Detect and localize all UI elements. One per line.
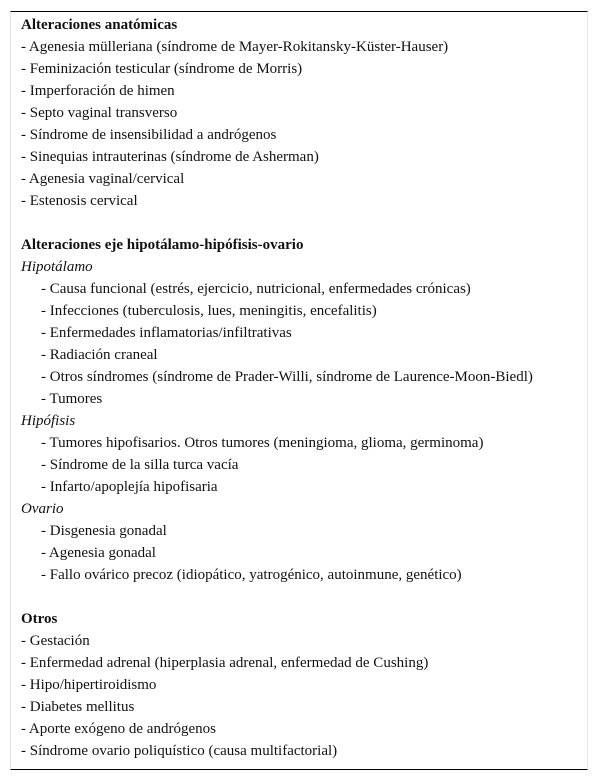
- causes-table: [10, 11, 588, 770]
- list-item: - Diabetes mellitus: [21, 699, 135, 715]
- list-item: - Radiación craneal: [41, 347, 158, 363]
- section-others: [21, 608, 587, 762]
- list-item: - Otros síndromes (síndrome de Prader-Willi, síndrome de Laurence-Moon-Biedl): [41, 369, 533, 385]
- list-item: - Sinequias intrauterinas (síndrome de Asherman): [21, 149, 319, 165]
- list-item: - Agenesia gonadal: [41, 545, 156, 561]
- section-heading: Alteraciones eje hipotálamo-hipófisis-ovario: [21, 237, 304, 253]
- list-item: - Disgenesia gonadal: [41, 523, 167, 539]
- group-ovary: [21, 498, 587, 586]
- section-anatomic: [21, 14, 587, 212]
- section-spacer: [21, 212, 587, 234]
- section-hpo-axis: [21, 234, 587, 586]
- list-item: - Hipo/hipertiroidismo: [21, 677, 157, 693]
- group-subheading: Ovario: [21, 501, 64, 517]
- list-item: - Agenesia mülleriana (síndrome de Mayer-Rokitansky-Küster-Hauser): [21, 39, 449, 55]
- list-item: - Infarto/apoplejía hipofisaria: [41, 479, 218, 495]
- list-item: - Síndrome de la silla turca vacía: [41, 457, 239, 473]
- group-hypothalamus: [21, 256, 587, 410]
- group-subheading: Hipófisis: [21, 413, 76, 429]
- section-heading: Otros: [21, 611, 58, 627]
- list-item: - Síndrome ovario poliquístico (causa multifactorial): [21, 743, 338, 759]
- group-subheading: Hipotálamo: [21, 259, 93, 275]
- list-item: - Infecciones (tuberculosis, lues, meningitis, encefalitis): [41, 303, 377, 319]
- list-item: - Enfermedades inflamatorias/infiltrativas: [41, 325, 292, 341]
- list-item: - Feminización testicular (síndrome de Morris): [21, 61, 303, 77]
- list-item: - Tumores hipofisarios. Otros tumores (meningioma, glioma, germinoma): [41, 435, 484, 451]
- list-item: - Gestación: [21, 633, 90, 649]
- list-item: - Septo vaginal transverso: [21, 105, 178, 121]
- list-item: - Imperforación de himen: [21, 83, 175, 99]
- group-pituitary: [21, 410, 587, 498]
- list-item: - Causa funcional (estrés, ejercicio, nutricional, enfermedades crónicas): [41, 281, 471, 297]
- section-heading: Alteraciones anatómicas: [21, 17, 178, 33]
- list-item: - Tumores: [41, 391, 103, 407]
- section-spacer: [21, 586, 587, 608]
- list-item: - Agenesia vaginal/cervical: [21, 171, 185, 187]
- list-item: - Estenosis cervical: [21, 193, 138, 209]
- list-item: - Enfermedad adrenal (hiperplasia adrenal, enfermedad de Cushing): [21, 655, 429, 671]
- list-item: - Síndrome de insensibilidad a andrógenos: [21, 127, 277, 143]
- list-item: - Fallo ovárico precoz (idiopático, yatrogénico, autoinmune, genético): [41, 567, 462, 583]
- list-item: - Aporte exógeno de andrógenos: [21, 721, 216, 737]
